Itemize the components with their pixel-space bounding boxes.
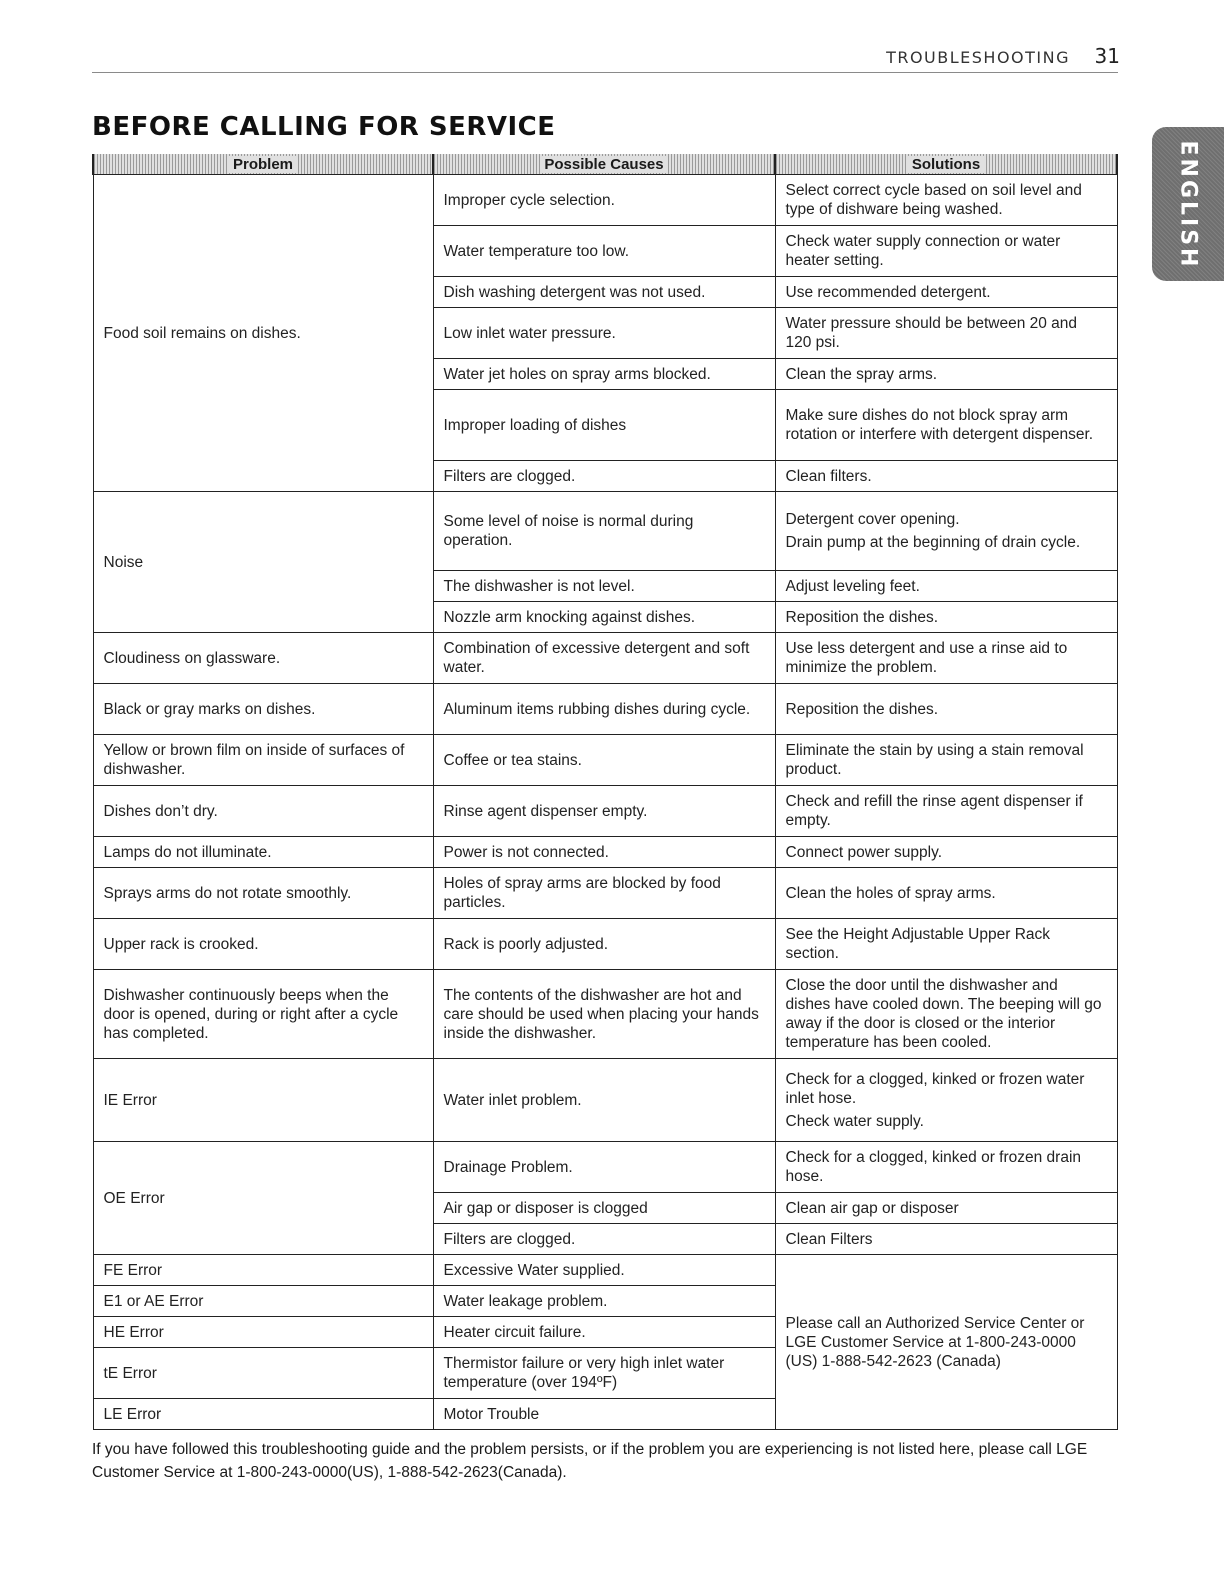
cause-cell: Drainage Problem. [433, 1142, 775, 1193]
cause-cell: Dish washing detergent was not used. [433, 277, 775, 308]
cause-cell: Nozzle arm knocking against dishes. [433, 602, 775, 633]
solution-cell: Check water supply connection or water heater setting. [775, 226, 1117, 277]
solution-cell: Close the door until the dishwasher and dishes have cooled down. The beeping will go away if the door is closed or the interior temperature has been cooled. [775, 970, 1117, 1059]
solution-cell [775, 492, 1117, 571]
table-row [93, 633, 1117, 684]
page-number: 31 [1094, 44, 1120, 68]
section-label: TROUBLESHOOTING [886, 48, 1070, 67]
problem-cell: tE Error [93, 1348, 433, 1399]
cause-cell: Heater circuit failure. [433, 1317, 775, 1348]
cause-cell: Aluminum items rubbing dishes during cycle. [433, 684, 775, 735]
problem-cell: Yellow or brown film on inside of surfaces of dishwasher. [93, 735, 433, 786]
table-row [93, 837, 1117, 868]
cause-cell: The dishwasher is not level. [433, 571, 775, 602]
cause-cell: Power is not connected. [433, 837, 775, 868]
solution-cell: Please call an Authorized Service Center or LGE Customer Service at 1-800-243-0000 (US) 1-888-542-2623 (Canada) [775, 1255, 1117, 1430]
table-row [93, 919, 1117, 970]
problem-cell: IE Error [93, 1059, 433, 1142]
cause-cell: Water inlet problem. [433, 1059, 775, 1142]
header-divider [92, 72, 1118, 73]
cause-cell: Combination of excessive detergent and soft water. [433, 633, 775, 684]
cause-cell: Motor Trouble [433, 1399, 775, 1430]
cause-cell: Air gap or disposer is clogged [433, 1193, 775, 1224]
problem-cell: Noise [93, 492, 433, 633]
solution-cell: Check and refill the rinse agent dispenser if empty. [775, 786, 1117, 837]
problem-cell: Lamps do not illuminate. [93, 837, 433, 868]
header-solutions: Solutions [775, 154, 1117, 175]
table-row [93, 786, 1117, 837]
problem-cell: FE Error [93, 1255, 433, 1286]
language-tab-label: ENGLISH [1175, 140, 1201, 270]
table-row [93, 1059, 1117, 1142]
solution-cell: Water pressure should be between 20 and 120 psi. [775, 308, 1117, 359]
cause-cell: The contents of the dishwasher are hot and care should be used when placing your hands inside the dishwasher. [433, 970, 775, 1059]
solution-cell: Clean the spray arms. [775, 359, 1117, 390]
solution-line: Check for a clogged, kinked or frozen water inlet hose. [785, 1070, 1085, 1107]
cause-cell: Improper loading of dishes [433, 390, 775, 461]
cause-cell: Improper cycle selection. [433, 175, 775, 226]
cause-cell: Rinse agent dispenser empty. [433, 786, 775, 837]
cause-cell: Low inlet water pressure. [433, 308, 775, 359]
footer-note: If you have followed this troubleshooting guide and the problem persists, or if the problem you are experiencing is not listed here, please call LGE Customer Service at 1-800-243-0000(US), 1-888-542-2623(Canada). [92, 1441, 1088, 1481]
problem-cell: LE Error [93, 1399, 433, 1430]
cause-cell: Water jet holes on spray arms blocked. [433, 359, 775, 390]
solution-cell: Select correct cycle based on soil level and type of dishware being washed. [775, 175, 1117, 226]
table-row [93, 1142, 1117, 1193]
problem-cell: Food soil remains on dishes. [93, 175, 433, 492]
solution-cell: Adjust leveling feet. [775, 571, 1117, 602]
problem-cell: Upper rack is crooked. [93, 919, 433, 970]
table-row [93, 175, 1117, 226]
table-row [93, 492, 1117, 571]
problem-cell: HE Error [93, 1317, 433, 1348]
cause-cell: Thermistor failure or very high inlet water temperature (over 194ºF) [433, 1348, 775, 1399]
problem-cell: Black or gray marks on dishes. [93, 684, 433, 735]
header-causes: Possible Causes [433, 154, 775, 175]
solution-cell: Use recommended detergent. [775, 277, 1117, 308]
table-row [93, 684, 1117, 735]
table-row [93, 868, 1117, 919]
solution-cell: Clean filters. [775, 461, 1117, 492]
cause-cell: Filters are clogged. [433, 1224, 775, 1255]
problem-cell: Dishes don’t dry. [93, 786, 433, 837]
solution-cell: Use less detergent and use a rinse aid to minimize the problem. [775, 633, 1117, 684]
problem-cell: OE Error [93, 1142, 433, 1255]
cause-cell: Some level of noise is normal during operation. [433, 492, 775, 571]
solution-cell: Connect power supply. [775, 837, 1117, 868]
table-row [93, 1255, 1117, 1286]
solution-cell [775, 1059, 1117, 1142]
cause-cell: Water temperature too low. [433, 226, 775, 277]
problem-cell: E1 or AE Error [93, 1286, 433, 1317]
solution-cell: Make sure dishes do not block spray arm rotation or interfere with detergent dispenser. [775, 390, 1117, 461]
solution-cell: Clean Filters [775, 1224, 1117, 1255]
solution-line: Detergent cover opening. [785, 511, 960, 528]
solution-cell: Reposition the dishes. [775, 602, 1117, 633]
language-tab [1152, 127, 1224, 281]
troubleshooting-table [92, 154, 1118, 1430]
problem-cell: Cloudiness on glassware. [93, 633, 433, 684]
problem-cell: Dishwasher continuously beeps when the door is opened, during or right after a cycle has completed. [93, 970, 433, 1059]
solution-line: Drain pump at the beginning of drain cycle. [785, 534, 1081, 551]
cause-cell: Holes of spray arms are blocked by food particles. [433, 868, 775, 919]
solution-cell: Reposition the dishes. [775, 684, 1117, 735]
solution-cell: Clean air gap or disposer [775, 1193, 1117, 1224]
cause-cell: Coffee or tea stains. [433, 735, 775, 786]
table-row [93, 735, 1117, 786]
cause-cell: Water leakage problem. [433, 1286, 775, 1317]
solution-cell: See the Height Adjustable Upper Rack section. [775, 919, 1117, 970]
solution-cell: Check for a clogged, kinked or frozen drain hose. [775, 1142, 1117, 1193]
page-title: BEFORE CALLING FOR SERVICE [92, 112, 556, 142]
table-row [93, 970, 1117, 1059]
cause-cell: Filters are clogged. [433, 461, 775, 492]
solution-cell: Clean the holes of spray arms. [775, 868, 1117, 919]
table-header-row [93, 154, 1117, 175]
problem-cell: Sprays arms do not rotate smoothly. [93, 868, 433, 919]
header-problem: Problem [93, 154, 433, 175]
solution-cell: Eliminate the stain by using a stain removal product. [775, 735, 1117, 786]
cause-cell: Rack is poorly adjusted. [433, 919, 775, 970]
solution-line: Check water supply. [785, 1112, 924, 1130]
cause-cell: Excessive Water supplied. [433, 1255, 775, 1286]
